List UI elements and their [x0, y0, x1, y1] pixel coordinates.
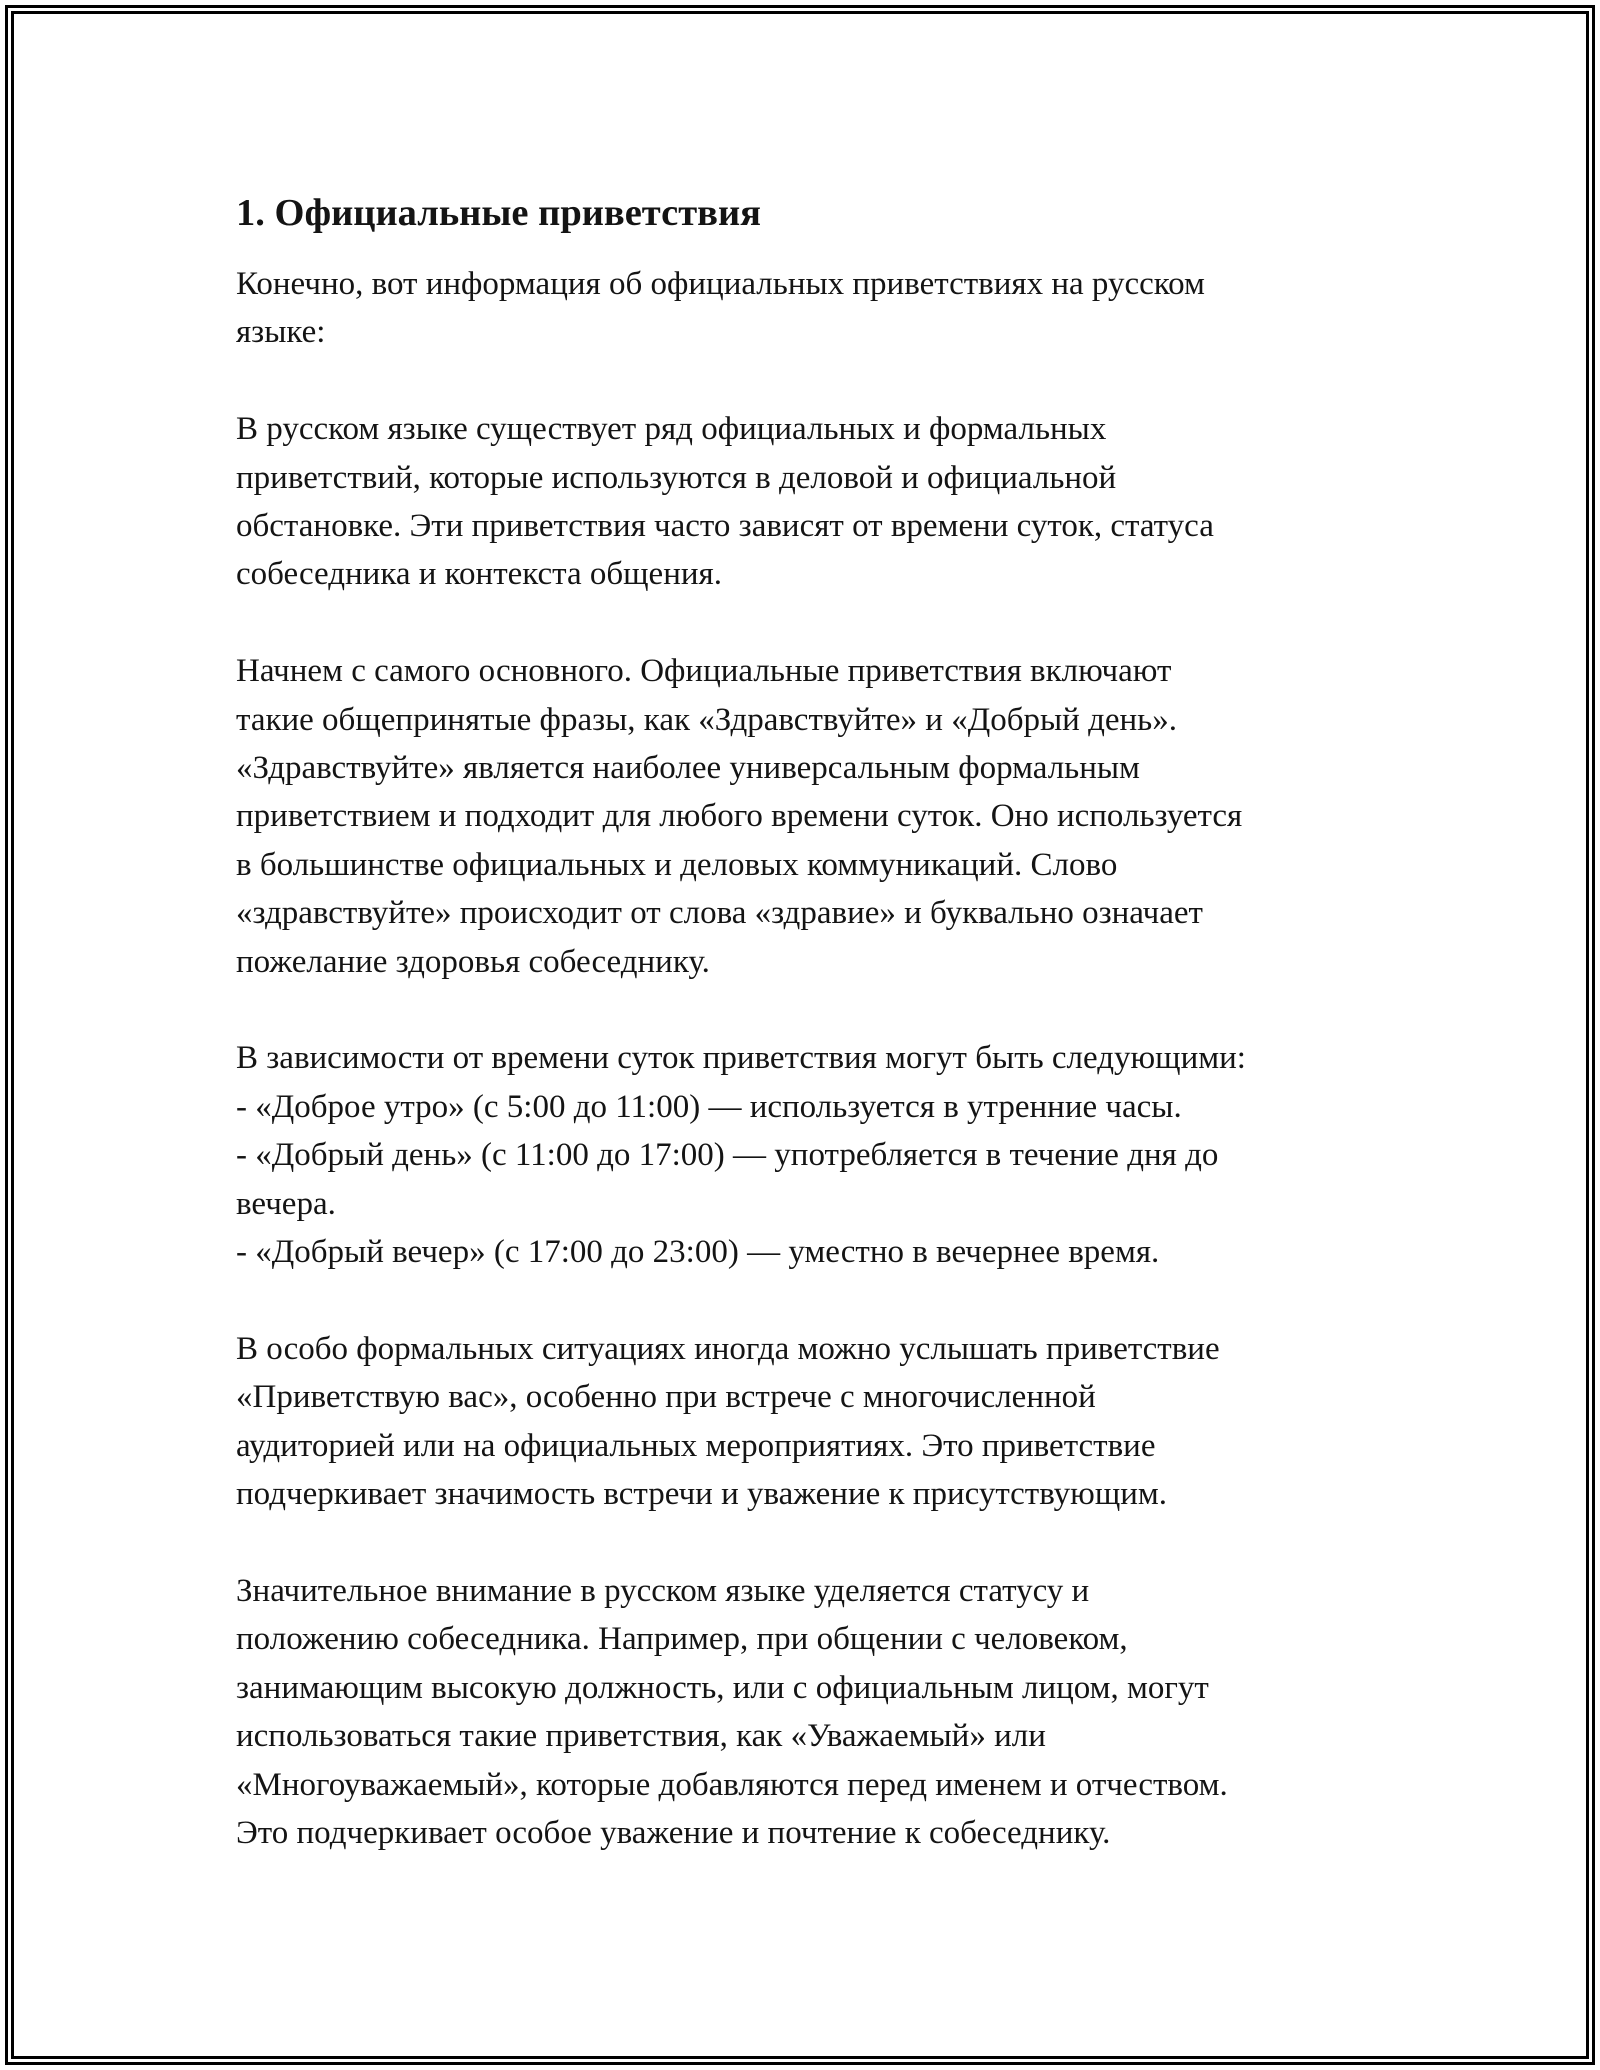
- text-line: использоваться такие приветствия, как «Уважаемый» или: [236, 1718, 1046, 1755]
- text-line: занимающим высокую должность, или с официальным лицом, могут: [236, 1669, 1209, 1706]
- text-line: положению собеседника. Например, при общении с человеком,: [236, 1621, 1128, 1658]
- text-line: Это подчеркивает особое уважение и почтение к собеседнику.: [236, 1814, 1111, 1851]
- text-line: Начнем с самого основного. Официальные приветствия включают: [236, 653, 1172, 690]
- paragraph-intro: [236, 260, 1386, 357]
- text-line: В особо формальных ситуациях иногда можно услышать приветствие: [236, 1330, 1220, 1367]
- text-line: собеседника и контекста общения.: [236, 556, 722, 593]
- section-heading: 1. Официальные приветствия: [236, 192, 761, 234]
- text-line: обстановке. Эти приветствия часто зависят от времени суток, статуса: [236, 508, 1214, 545]
- paragraph-status: [236, 1567, 1386, 1857]
- text-line: аудиторией или на официальных мероприятиях. Это приветствие: [236, 1427, 1156, 1464]
- paragraph-overview: [236, 405, 1386, 599]
- text-line: приветствием и подходит для любого времени суток. Оно используется: [236, 798, 1243, 835]
- text-line: «Приветствую вас», особенно при встрече с многочисленной: [236, 1379, 1096, 1416]
- text-line: «здравствуйте» происходит от слова «здравие» и буквально означает: [236, 895, 1203, 932]
- text-line: подчеркивает значимость встречи и уважение к присутствующим.: [236, 1476, 1168, 1513]
- text-line: приветствий, которые используются в деловой и официальной: [236, 459, 1117, 496]
- list-item: - «Добрый день» (с 11:00 до 17:00) — употребляется в течение дня до: [236, 1137, 1219, 1174]
- list-item: - «Доброе утро» (с 5:00 до 11:00) — используется в утренние часы.: [236, 1088, 1182, 1125]
- paragraph-basic-greetings: [236, 647, 1386, 986]
- text-line: Значительное внимание в русском языке уделяется статусу и: [236, 1572, 1090, 1609]
- document-body: [236, 188, 1386, 1906]
- text-line: «Здравствуйте» является наиболее универсальным формальным: [236, 750, 1140, 787]
- text-line: в большинстве официальных и деловых коммуникаций. Слово: [236, 846, 1118, 883]
- list-item: - «Добрый вечер» (с 17:00 до 23:00) — уместно в вечернее время.: [236, 1234, 1160, 1271]
- paragraph-formal-situations: [236, 1325, 1386, 1519]
- text-line: В зависимости от времени суток приветствия могут быть следующими:: [236, 1040, 1246, 1077]
- list-item-continuation: вечера.: [236, 1185, 336, 1222]
- text-line: языке:: [236, 314, 326, 351]
- text-line: Конечно, вот информация об официальных приветствиях на русском: [236, 266, 1205, 302]
- text-line: В русском языке существует ряд официальных и формальных: [236, 411, 1107, 448]
- text-line: пожелание здоровья собеседнику.: [236, 943, 710, 980]
- text-line: такие общепринятые фразы, как «Здравствуйте» и «Добрый день».: [236, 701, 1177, 738]
- paragraph-time-of-day: [236, 1034, 1386, 1276]
- text-line: «Многоуважаемый», которые добавляются перед именем и отчеством.: [236, 1766, 1228, 1803]
